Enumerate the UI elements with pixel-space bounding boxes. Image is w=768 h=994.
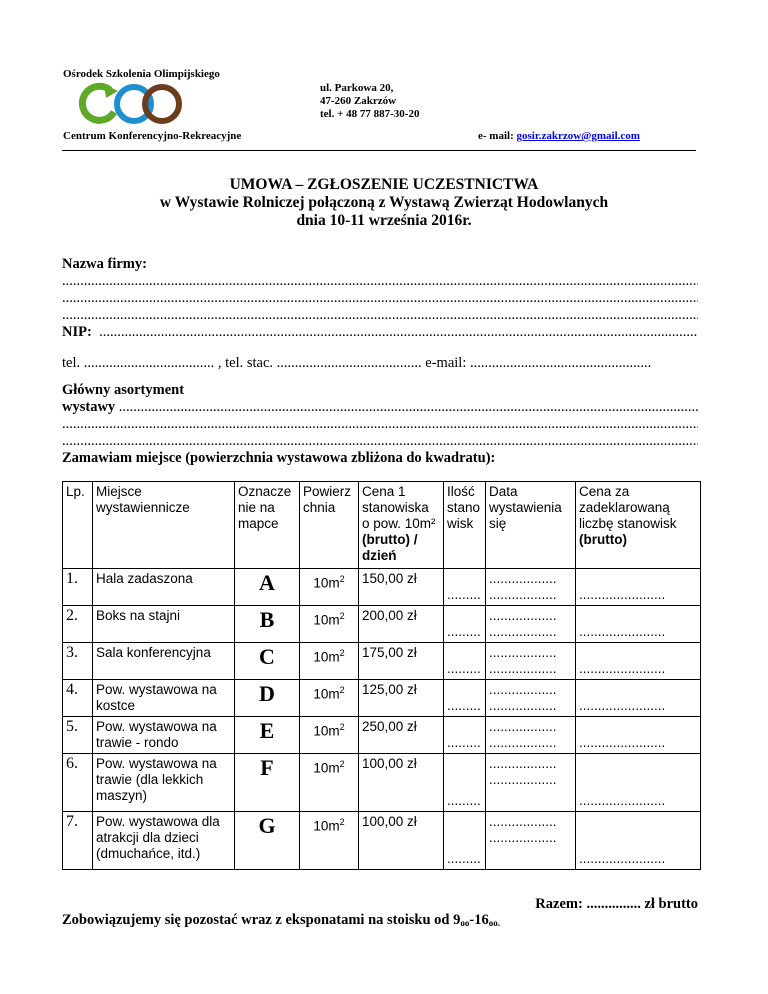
- row-lp: 7.: [63, 812, 93, 870]
- row-price: 200,00 zł: [359, 606, 444, 643]
- commitment-text: [62, 912, 500, 929]
- total-field[interactable]: ...............: [586, 896, 641, 912]
- row-date-dots-2[interactable]: ..................: [489, 772, 557, 787]
- time-to-sub: oo: [488, 918, 498, 928]
- total-row: [535, 896, 698, 913]
- row-date-dots-2[interactable]: ..................: [489, 698, 557, 713]
- title-line-1: UMOWA – ZGŁOSZENIE UCZESTNICTWA: [229, 176, 539, 193]
- row-date-dots-1[interactable]: ..................: [489, 608, 557, 623]
- title-line-3: dnia 10-11 września 2016r.: [296, 212, 472, 229]
- table-row: [63, 812, 701, 870]
- row-lp: 6.: [63, 754, 93, 812]
- row-area: [300, 680, 359, 717]
- organization-logo: [76, 82, 188, 126]
- row-total-field[interactable]: .......................: [576, 569, 701, 606]
- row-qty-field[interactable]: .........: [444, 754, 486, 812]
- header-lp: Lp.: [63, 482, 93, 569]
- row-qty-field[interactable]: .........: [444, 643, 486, 680]
- table-header-row: [63, 482, 701, 569]
- email-link[interactable]: gosir.zakrzow@gmail.com: [516, 130, 640, 142]
- contact-row: [62, 355, 698, 372]
- row-qty-field[interactable]: .........: [444, 812, 486, 870]
- row-location: Pow. wystawowa na kostce: [93, 680, 235, 717]
- header-qty: [444, 482, 486, 569]
- table-row: [63, 680, 701, 717]
- row-location: Sala konferencyjna: [93, 643, 235, 680]
- row-area: [300, 754, 359, 812]
- company-field-line-3[interactable]: [62, 307, 698, 324]
- table-row: [63, 606, 701, 643]
- table-row: [63, 569, 701, 606]
- row-mark: F: [235, 754, 300, 812]
- row-lp: 2.: [63, 606, 93, 643]
- address-street: ul. Parkowa 20,: [320, 82, 394, 94]
- email-label: e- mail:: [478, 130, 514, 142]
- row-mark: B: [235, 606, 300, 643]
- row-lp: 1.: [63, 569, 93, 606]
- row-area-sup: 2: [339, 611, 345, 621]
- header-date-line: się: [489, 516, 507, 531]
- row-area-value: 10m: [313, 818, 340, 834]
- tel-stac-field[interactable]: ........................................: [276, 355, 422, 371]
- address-block: [320, 82, 419, 121]
- assortment-row: [62, 399, 698, 416]
- booking-table: [62, 481, 701, 870]
- company-label: Nazwa firmy:: [62, 256, 147, 272]
- row-location: Pow. wystawowa na trawie (dla lekkich maszyn): [93, 754, 235, 812]
- header-price-line: (brutto) /: [362, 532, 418, 547]
- email-row: [478, 130, 640, 142]
- row-qty-field[interactable]: .........: [444, 569, 486, 606]
- table-row: [63, 717, 701, 754]
- time-sep: -16: [469, 912, 489, 928]
- tel-field[interactable]: ....................................: [83, 355, 215, 371]
- header-date-line: wystawienia: [489, 500, 562, 515]
- row-total-field[interactable]: .......................: [576, 812, 701, 870]
- header-area: [300, 482, 359, 569]
- row-area-sup: 2: [339, 759, 345, 769]
- row-date-dots-1[interactable]: ..................: [489, 682, 557, 697]
- row-date-dots-1[interactable]: ..................: [489, 571, 557, 586]
- row-qty-field[interactable]: .........: [444, 606, 486, 643]
- row-date-dots-2[interactable]: ..................: [489, 735, 557, 750]
- nip-field[interactable]: [99, 324, 698, 341]
- row-area: [300, 717, 359, 754]
- header-divider: [62, 150, 696, 151]
- nip-row: [62, 324, 698, 341]
- header-mark-line: mapce: [238, 516, 279, 531]
- document-title: [0, 176, 768, 230]
- header-mark: [235, 482, 300, 569]
- row-area: [300, 569, 359, 606]
- row-total-field[interactable]: .......................: [576, 643, 701, 680]
- row-area-value: 10m: [313, 612, 340, 628]
- row-date-field[interactable]: [486, 812, 576, 870]
- row-total-field[interactable]: .......................: [576, 754, 701, 812]
- assortment-label-2: wystawy: [62, 399, 116, 415]
- header-mark-line: Oznacze: [238, 484, 292, 499]
- company-field-line-1[interactable]: [62, 273, 698, 290]
- row-price: 125,00 zł: [359, 680, 444, 717]
- total-unit: zł brutto: [644, 896, 698, 912]
- row-area-sup: 2: [339, 817, 345, 827]
- contact-email-field[interactable]: ..................................................: [470, 355, 652, 371]
- table-row: [63, 643, 701, 680]
- header-price: [359, 482, 444, 569]
- header-total-bold: (brutto): [579, 532, 627, 547]
- row-area-sup: 2: [339, 722, 345, 732]
- header-total-line: Cena za: [579, 484, 630, 499]
- center-name: Centrum Konferencyjno-Rekreacyjne: [63, 130, 242, 142]
- row-area-sup: 2: [339, 648, 345, 658]
- row-date-field[interactable]: [486, 606, 576, 643]
- row-lp: 4.: [63, 680, 93, 717]
- row-area: [300, 643, 359, 680]
- row-location: Hala zadaszona: [93, 569, 235, 606]
- header-price-line: o pow. 10m²: [362, 516, 436, 531]
- header-date-line: Data: [489, 484, 518, 499]
- title-line-2: w Wystawie Rolniczej połączoną z Wystawą Zwierząt Hodowlanych: [159, 194, 609, 211]
- row-total-field[interactable]: .......................: [576, 680, 701, 717]
- table-row: [63, 754, 701, 812]
- row-date-dots-1[interactable]: ..................: [489, 719, 557, 734]
- row-price: 100,00 zł: [359, 812, 444, 870]
- header-area-line: chnia: [303, 500, 336, 515]
- time-from-sub: oo: [460, 918, 470, 928]
- row-date-dots-1[interactable]: ..................: [489, 814, 557, 829]
- row-lp: 5.: [63, 717, 93, 754]
- header-qty-line: stano: [447, 500, 481, 515]
- header-price-line: dzień: [362, 548, 397, 563]
- row-date-field[interactable]: [486, 643, 576, 680]
- row-date-field[interactable]: [486, 717, 576, 754]
- row-date-dots-2[interactable]: ..................: [489, 830, 557, 845]
- row-date-field[interactable]: [486, 569, 576, 606]
- assortment-field-line-2[interactable]: [62, 416, 698, 433]
- contact-email-label: e-mail:: [425, 355, 467, 371]
- row-mark: G: [235, 812, 300, 870]
- row-area-value: 10m: [313, 723, 340, 739]
- row-mark: A: [235, 569, 300, 606]
- org-name: Ośrodek Szkolenia Olimpijskiego: [63, 68, 220, 80]
- assortment-label-1: Główny asortyment: [62, 382, 185, 398]
- header-total-line: liczbę stanowisk: [579, 516, 677, 531]
- header-total-line: zadeklarowaną: [579, 500, 670, 515]
- header-price-line: Cena 1: [362, 484, 406, 499]
- total-label: Razem:: [535, 896, 583, 912]
- row-price: 150,00 zł: [359, 569, 444, 606]
- row-price: 175,00 zł: [359, 643, 444, 680]
- row-date-dots-1[interactable]: ..................: [489, 645, 557, 660]
- address-phone: tel. + 48 77 887-30-20: [320, 108, 420, 120]
- row-location: Boks na stajni: [93, 606, 235, 643]
- row-total-field[interactable]: .......................: [576, 606, 701, 643]
- company-field-line-2[interactable]: [62, 290, 698, 307]
- header-qty-line: wisk: [447, 516, 474, 531]
- row-date-dots-2[interactable]: ..................: [489, 661, 557, 676]
- nip-label: NIP:: [62, 324, 92, 340]
- row-area-sup: 2: [339, 574, 345, 584]
- row-area-value: 10m: [313, 686, 340, 702]
- row-area: [300, 606, 359, 643]
- row-date-field[interactable]: [486, 680, 576, 717]
- address-city: 47-260 Zakrzów: [320, 95, 397, 107]
- row-location: Pow. wystawowa na trawie - rondo: [93, 717, 235, 754]
- tel-label: tel.: [62, 355, 81, 371]
- tel-stac-label: , tel. stac.: [217, 355, 274, 371]
- row-area-sup: 2: [339, 685, 345, 695]
- row-area-value: 10m: [313, 575, 340, 591]
- row-area-value: 10m: [313, 649, 340, 665]
- header-date: [486, 482, 576, 569]
- order-label: Zamawiam miejsce (powierzchnia wystawowa zbliżona do kwadratu):: [62, 450, 496, 466]
- header-total: [576, 482, 701, 569]
- row-lp: 3.: [63, 643, 93, 680]
- row-qty-field[interactable]: .........: [444, 717, 486, 754]
- commitment-end: .: [497, 918, 500, 928]
- company-section: [62, 256, 698, 341]
- row-date-dots-2[interactable]: ..................: [489, 624, 557, 639]
- header-location: Miejsce wystawiennicze: [93, 482, 235, 569]
- assortment-section: [62, 382, 698, 467]
- header-price-line: stanowiska: [362, 500, 429, 515]
- row-mark: E: [235, 717, 300, 754]
- row-date-field[interactable]: [486, 754, 576, 812]
- row-mark: C: [235, 643, 300, 680]
- row-date-dots-1[interactable]: ..................: [489, 756, 557, 771]
- row-price: 250,00 zł: [359, 717, 444, 754]
- row-location: Pow. wystawowa dla atrakcji dla dzieci (dmuchańce, itd.): [93, 812, 235, 870]
- assortment-field-line-1[interactable]: [119, 399, 698, 416]
- row-price: 100,00 zł: [359, 754, 444, 812]
- row-area: [300, 812, 359, 870]
- commitment-main: Zobowiązujemy się pozostać wraz z eksponatami na stoisku od 9: [62, 912, 461, 928]
- assortment-field-line-3[interactable]: [62, 433, 698, 450]
- row-mark: D: [235, 680, 300, 717]
- row-total-field[interactable]: .......................: [576, 717, 701, 754]
- header-mark-line: nie na: [238, 500, 275, 515]
- row-area-value: 10m: [313, 760, 340, 776]
- header-area-line: Powierz: [303, 484, 352, 499]
- header-qty-line: Ilość: [447, 484, 475, 499]
- row-date-dots-2[interactable]: ..................: [489, 587, 557, 602]
- row-qty-field[interactable]: .........: [444, 680, 486, 717]
